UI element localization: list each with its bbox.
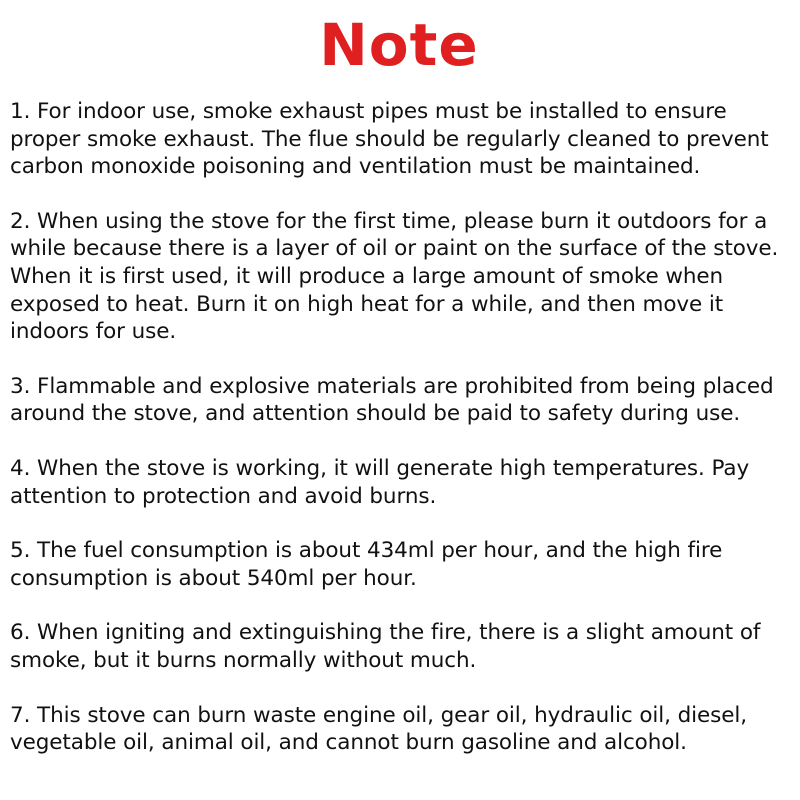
note-item-1: 1. For indoor use, smoke exhaust pipes must be installed to ensure proper smoke exhaust. The flue should be regularly cleaned to prevent carbon monoxide poisoning and ventilation must be maintained. [10, 99, 769, 180]
note-item-2: 2. When using the stove for the first time, please burn it outdoors for a while because there is a layer of oil or paint on the surface of the stove. When it is first used, it will produce a large amount of smoke when exposed to heat. Burn it on high heat for a while, and then move it indoors for use. [10, 208, 779, 345]
notes-list [10, 98, 788, 757]
page-title: Note [319, 11, 479, 79]
note-item-7: 7. This stove can burn waste engine oil, gear oil, hydraulic oil, diesel, vegetable oil, animal oil, and cannot burn gasoline and alcohol. [10, 702, 748, 756]
note-item-4: 4. When the stove is working, it will generate high temperatures. Pay attention to protection and avoid burns. [10, 455, 750, 509]
note-item-3: 3. Flammable and explosive materials are prohibited from being placed around the stove, and attention should be paid to safety during use. [10, 373, 774, 427]
note-item-6: 6. When igniting and extinguishing the fire, there is a slight amount of smoke, but it burns normally without much. [10, 620, 761, 673]
note-item-5: 5. The fuel consumption is about 434ml per hour, and the high fire consumption is about 540ml per hour. [10, 538, 723, 591]
